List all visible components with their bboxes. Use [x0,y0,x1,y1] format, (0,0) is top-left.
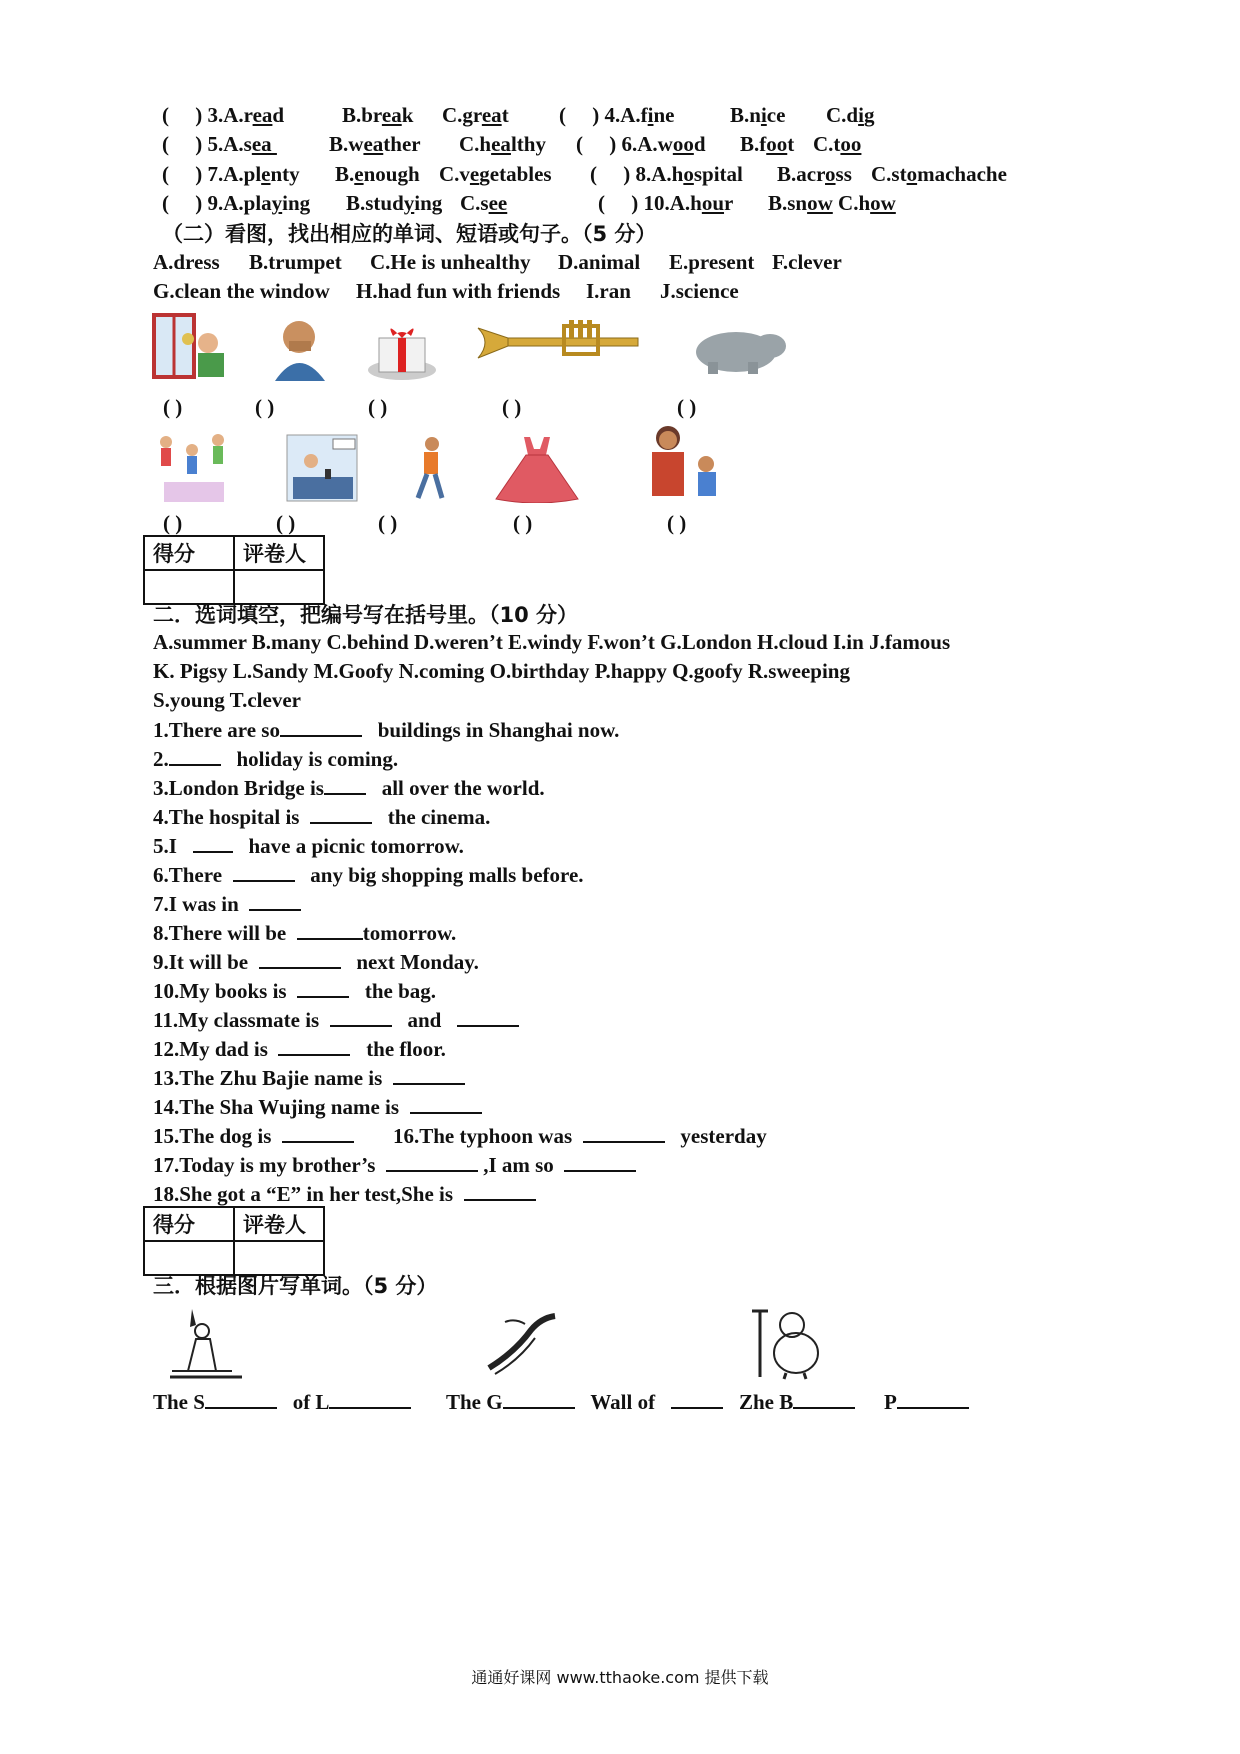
blank[interactable] [793,1389,855,1409]
fill-item-1: 1.There are so buildings in Shanghai now. [153,718,620,742]
fill-item-11: 11.My classmate is and [153,1007,519,1033]
blank[interactable] [297,978,349,998]
answer-paren-3[interactable]: ( ) [368,395,388,419]
present-picture [365,318,439,382]
answer-paren-6[interactable]: ( ) [163,511,183,535]
blank[interactable] [324,775,366,795]
blank[interactable] [464,1181,536,1201]
blank[interactable] [282,1123,354,1143]
fill-item-15: 15.The dog is [153,1123,354,1149]
answer-paren-2[interactable]: ( ) [255,395,275,419]
answer-paren-9[interactable]: ( ) [513,511,533,535]
unhealthy-boy-picture [265,315,335,381]
answer-paren-8[interactable]: ( ) [378,511,398,535]
great-wall-picture [485,1312,559,1378]
write-word-3: Zhe B [739,1389,855,1415]
blank[interactable] [393,1065,465,1085]
blank[interactable] [249,891,301,911]
blank[interactable] [330,1007,392,1027]
hippo-animal-picture [690,320,788,376]
phonics-row-1: ( ) 3.A.read B.break C.great ( ) 4.A.fine B.nice C.dig [162,103,875,127]
page-footer: 通通好课网 www.tthaoke.com 提供下载 [471,1668,769,1687]
section2-heading: 二．选词填空，把编号写在括号里。（10 分） [153,603,579,627]
fill-item-17: 17.Today is my brother’s ,I am so [153,1152,636,1178]
section2-options-1: A.summer B.many C.behind D.weren’t E.windy F.won’t G.London H.cloud I.in J.famous [153,630,951,654]
had-fun-with-friends-picture [154,432,236,504]
blank[interactable] [280,717,362,737]
blank[interactable] [193,833,233,853]
fill-item-2: 2. holiday is coming. [153,747,399,771]
write-word-2: The G Wall of [446,1389,723,1415]
blank[interactable] [310,804,372,824]
answer-paren-10[interactable]: ( ) [667,511,687,535]
blank[interactable] [278,1036,350,1056]
fill-item-4: 4.The hospital is the cinema. [153,805,491,829]
section3-heading: 三．根据图片写单词。（5 分） [153,1274,438,1298]
fill-item-9: 9.It will be next Monday. [153,950,479,974]
answer-paren-5[interactable]: ( ) [677,395,697,419]
q3: ( ) 3.A.read [162,103,285,127]
blank[interactable] [410,1094,482,1114]
blank[interactable] [297,920,363,940]
answer-paren-4[interactable]: ( ) [502,395,522,419]
fill-item-10: 10.My books is the bag. [153,979,437,1003]
fill-item-8: 8.There will be tomorrow. [153,921,457,945]
ran-boy-picture [410,436,450,502]
phonics-row-4: ( ) 9.A.playing B.studying C.see ( ) 10.A.hour B.snow C.how [162,191,896,215]
fill-item-14: 14.The Sha Wujing name is [153,1094,482,1120]
zhu-bajie-picture [748,1307,828,1381]
science-picture [285,433,360,503]
part2-options-line1: A.dress B.trumpet C.He is unhealthy D.animal E.present F.clever [153,250,842,274]
score-box-1 [143,535,325,605]
blank[interactable] [564,1152,636,1172]
write-word-4: P [884,1389,969,1415]
fill-item-16: 16.The typhoon was yesterday [393,1124,767,1148]
statue-of-liberty-picture [162,1305,250,1381]
blank[interactable] [259,949,341,969]
answer-paren-7[interactable]: ( ) [276,511,296,535]
section2-options-3: S.young T.clever [153,688,301,712]
clever-girl-picture [640,422,724,504]
blank[interactable] [503,1389,575,1409]
phonics-row-3: ( ) 7.A.plenty B.enough C.vegetables ( ) 8.A.hospital B.across C.stomachache [162,162,1007,186]
blank[interactable] [233,862,295,882]
fill-item-13: 13.The Zhu Bajie name is [153,1065,465,1091]
fill-item-3: 3.London Bridge is all over the world. [153,776,545,800]
dress-picture [494,435,580,503]
blank[interactable] [897,1389,969,1409]
fill-item-12: 12.My dad is the floor. [153,1037,446,1061]
blank[interactable] [583,1123,665,1143]
blank[interactable] [329,1389,411,1409]
fill-item-7: 7.I was in [153,891,301,917]
answer-paren-1[interactable]: ( ) [163,395,183,419]
blank[interactable] [671,1389,723,1409]
clean-window-picture [152,313,234,381]
write-word-1: The S of L [153,1389,411,1415]
fill-item-5: 5.I have a picnic tomorrow. [153,834,464,858]
grader-label: 评卷人 [234,1207,324,1241]
score-label: 得分 [144,536,234,570]
score-box-2 [143,1206,325,1276]
blank[interactable] [169,746,221,766]
grader-label: 评卷人 [234,536,324,570]
score-label: 得分 [144,1207,234,1241]
blank[interactable] [386,1152,478,1172]
trumpet-picture [474,318,652,366]
blank[interactable] [457,1007,519,1027]
phonics-row-2: ( ) 5.A.sea B.weather C.healthy ( ) 6.A.wood B.foot C.too [162,132,862,156]
fill-item-18: 18.She got a “E” in her test,She is [153,1181,536,1207]
part2-options-line2: G.clean the window H.had fun with friends I.ran J.science [153,279,739,303]
section2-options-2: K. Pigsy L.Sandy M.Goofy N.coming O.birthday P.happy Q.goofy R.sweeping [153,659,850,683]
fill-item-6: 6.There any big shopping malls before. [153,863,584,887]
blank[interactable] [205,1389,277,1409]
part2-heading: （二）看图，找出相应的单词、短语或句子。（5 分） [162,222,657,246]
